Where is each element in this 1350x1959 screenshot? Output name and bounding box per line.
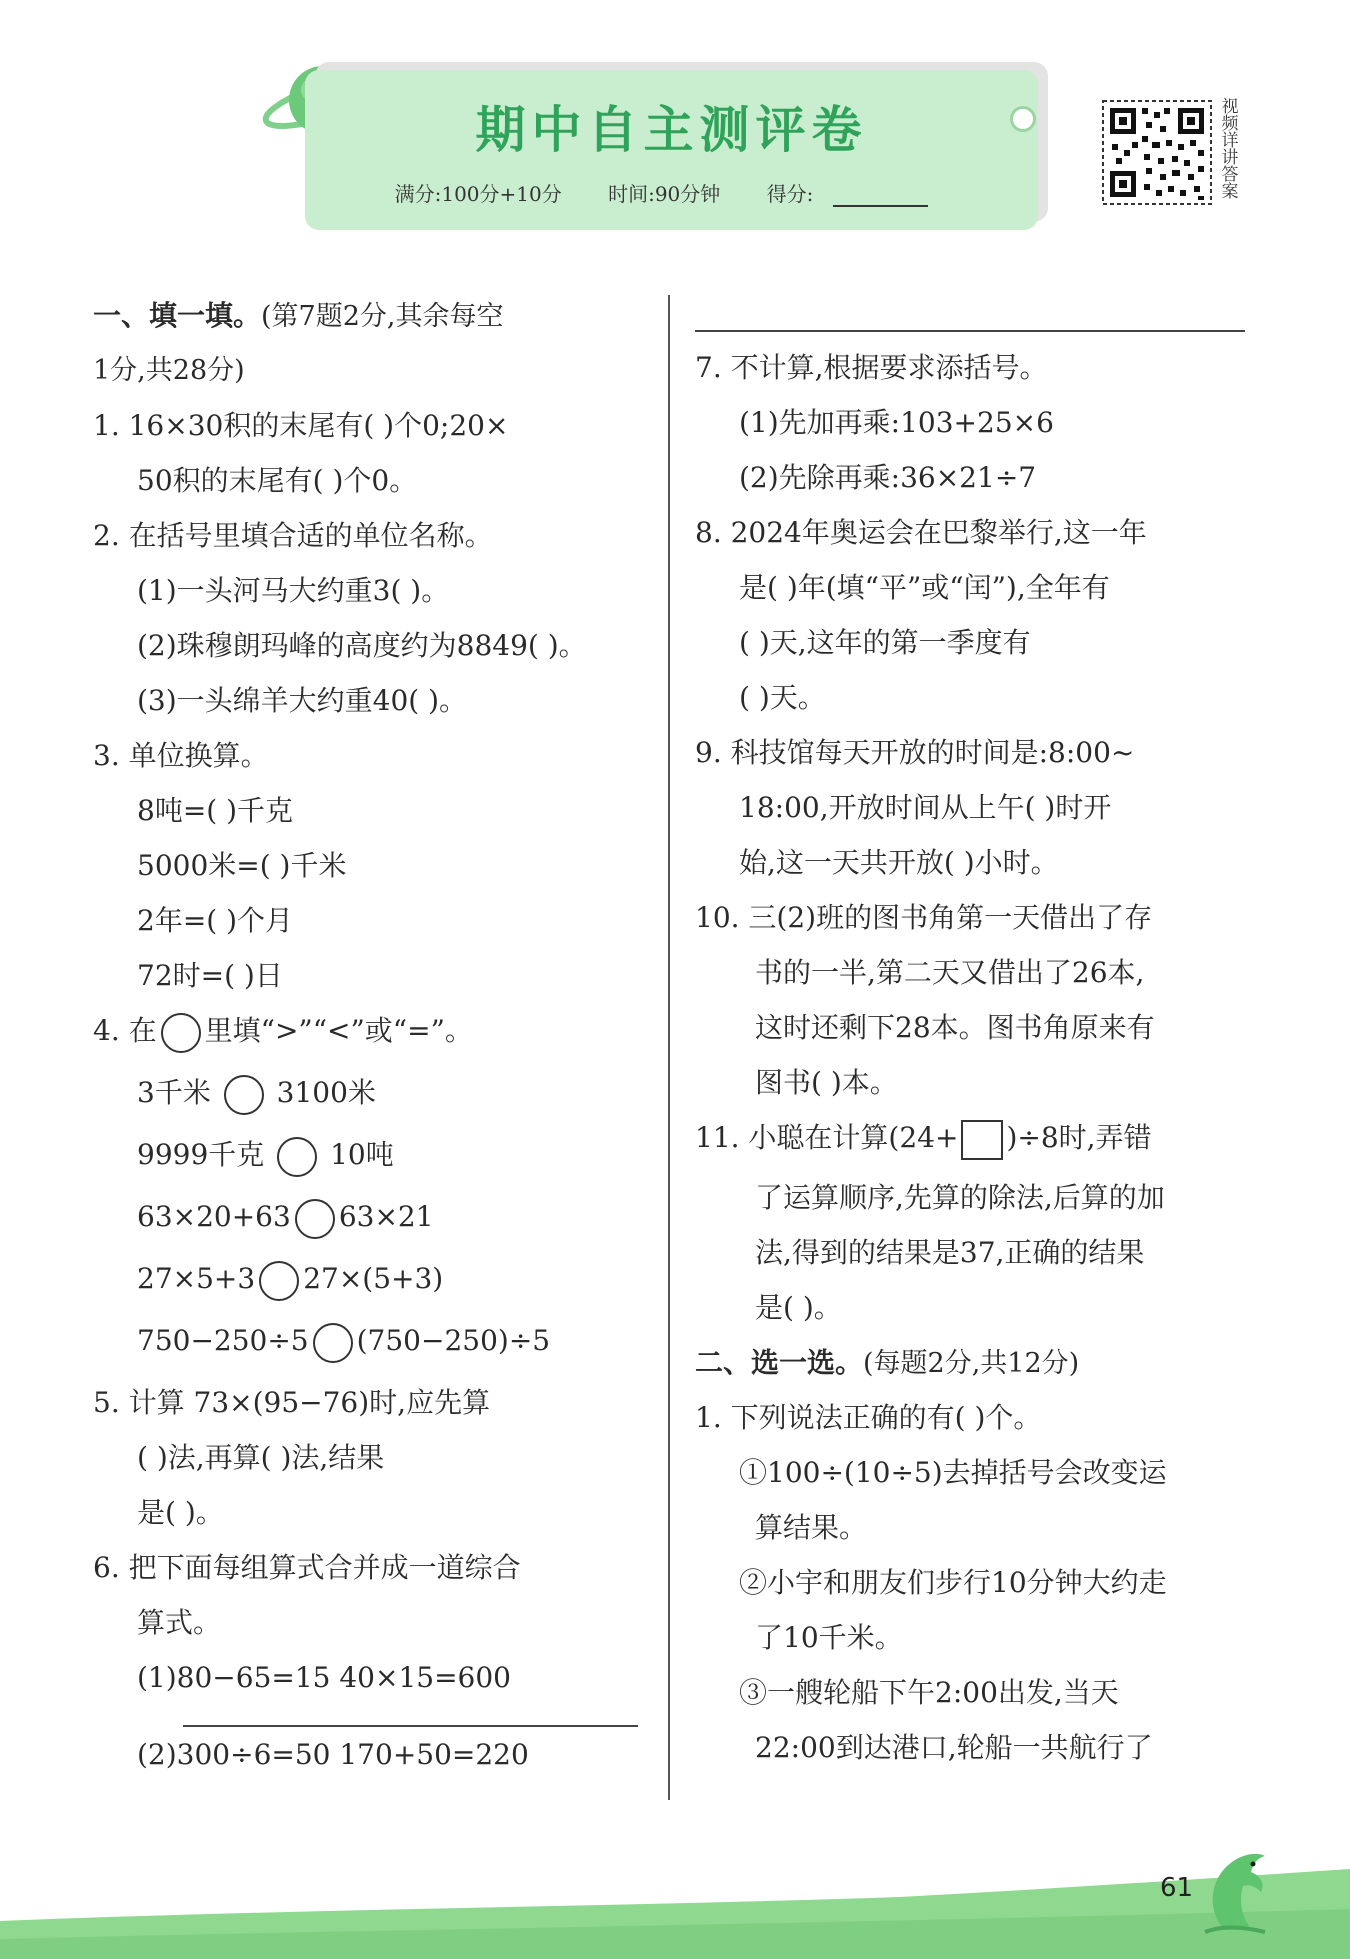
- compare-left: 750−250÷5: [137, 1324, 309, 1357]
- question-11c: 法,得到的结果是37,正确的结果: [755, 1236, 1145, 1269]
- dolphin-icon: [1195, 1840, 1275, 1940]
- question-3-4: 72时=( )日: [137, 959, 283, 992]
- compare-row-4: [93, 1251, 648, 1313]
- score-blank: [833, 187, 928, 207]
- question-7-1: (1)先加再乘:103+25×6: [739, 406, 1054, 439]
- question-4: [93, 1003, 648, 1065]
- compare-row-1: [93, 1065, 648, 1127]
- question-11b: 了运算顺序,先算的除法,后算的加: [755, 1181, 1165, 1214]
- question-3-3: 2年=( )个月: [137, 904, 294, 937]
- compare-right: 27×(5+3): [303, 1262, 444, 1295]
- question-10a: 10. 三(2)班的图书角第一天借出了存: [695, 901, 1153, 934]
- question-6-1: (1)80−65=15 40×15=600: [137, 1661, 511, 1694]
- question-8d: ( )天。: [739, 681, 826, 714]
- section1-heading: [93, 288, 648, 343]
- question-9a: 9. 科技馆每天开放的时间是:8:00~: [695, 736, 1135, 769]
- answer-box[interactable]: [961, 1120, 1003, 1160]
- answer-circle[interactable]: [224, 1075, 264, 1115]
- question-3: 3. 单位换算。: [93, 739, 269, 772]
- compare-right: 3100米: [276, 1076, 376, 1109]
- question-5a: 5. 计算 73×(95−76)时,应先算: [93, 1386, 491, 1419]
- compare-circle-icon: [161, 1013, 201, 1053]
- answer-circle[interactable]: [277, 1137, 317, 1177]
- question-1b: 50积的末尾有( )个0。: [137, 464, 418, 497]
- question-11-pre: 11. 小聪在计算(24+: [695, 1121, 959, 1154]
- page-number: 61: [1160, 1873, 1194, 1903]
- question-7: 7. 不计算,根据要求添括号。: [695, 351, 1048, 384]
- answer-circle[interactable]: [313, 1323, 353, 1363]
- question-8c: ( )天,这年的第一季度有: [739, 626, 1031, 659]
- compare-left: 63×20+63: [137, 1200, 291, 1233]
- compare-row-3: [93, 1189, 648, 1251]
- question-2-2: (2)珠穆朗玛峰的高度约为8849( )。: [137, 629, 587, 662]
- question-6-2: (2)300÷6=50 170+50=220: [137, 1738, 529, 1771]
- question-5b: ( )法,再算( )法,结果: [137, 1441, 385, 1474]
- column-divider: [668, 295, 670, 1800]
- compare-right: (750−250)÷5: [356, 1324, 551, 1357]
- compare-left: 3千米: [137, 1076, 211, 1109]
- question-11-post: )÷8时,弄错: [1006, 1121, 1152, 1154]
- qr-code-icon: [1102, 100, 1212, 205]
- question-1a: 1. 16×30积的末尾有( )个0;20×: [93, 409, 509, 442]
- question-6b: 算式。: [137, 1606, 222, 1639]
- question-4-post: 里填“>”“<”或“=”。: [204, 1014, 473, 1047]
- question-2-1: (1)一头河马大约重3( )。: [137, 574, 450, 607]
- qr-caption: 视频详讲答案: [1221, 97, 1239, 202]
- question-6a: 6. 把下面每组算式合并成一道综合: [93, 1551, 521, 1584]
- exam-meta: [305, 178, 1038, 207]
- s2-question-1: 1. 下列说法正确的有( )个。: [695, 1401, 1042, 1434]
- full-score: 满分:100分+10分: [394, 182, 562, 206]
- s2-question-1-2a: ②小宇和朋友们步行10分钟大约走: [739, 1566, 1167, 1599]
- question-3-1: 8吨=( )千克: [137, 794, 294, 827]
- right-column: [695, 288, 1255, 1775]
- question-4-pre: 4. 在: [93, 1014, 157, 1047]
- question-2: 2. 在括号里填合适的单位名称。: [93, 519, 493, 552]
- answer-circle[interactable]: [295, 1199, 335, 1239]
- question-9c: 始,这一天共开放( )小时。: [739, 846, 1059, 879]
- left-column: [93, 288, 648, 1782]
- compare-row-2: [93, 1127, 648, 1189]
- compare-right: 63×21: [338, 1200, 434, 1233]
- compare-left: 27×5+3: [137, 1262, 256, 1295]
- answer-line[interactable]: [695, 330, 1245, 332]
- question-9b: 18:00,开放时间从上午( )时开: [739, 791, 1112, 824]
- question-11a: [695, 1110, 1255, 1170]
- s2-question-1-3b: 22:00到达港口,轮船一共航行了: [755, 1731, 1153, 1764]
- score-label: 得分:: [766, 182, 814, 206]
- s2-question-1-1a: ①100÷(10÷5)去掉括号会改变运: [739, 1456, 1167, 1489]
- question-7-2: (2)先除再乘:36×21÷7: [739, 461, 1037, 494]
- page-title: 期中自主测评卷: [475, 101, 868, 159]
- exam-time: 时间:90分钟: [608, 182, 721, 206]
- question-8a: 8. 2024年奥运会在巴黎举行,这一年: [695, 516, 1147, 549]
- compare-right: 10吨: [330, 1138, 394, 1171]
- compare-left: 9999千克: [137, 1138, 265, 1171]
- score-field: [767, 182, 949, 206]
- question-10c: 这时还剩下28本。图书角原来有: [755, 1011, 1155, 1044]
- question-10b: 书的一半,第二天又借出了26本,: [755, 956, 1145, 989]
- question-10d: 图书( )本。: [755, 1066, 898, 1099]
- question-2-3: (3)一头绵羊大约重40( )。: [137, 684, 468, 717]
- s2-question-1-1b: 算结果。: [755, 1511, 868, 1544]
- section1-note: (第7题2分,其余每空: [261, 301, 504, 332]
- question-3-2: 5000米=( )千米: [137, 849, 347, 882]
- question-11d: 是( )。: [755, 1291, 842, 1324]
- s2-question-1-2b: 了10千米。: [755, 1621, 903, 1654]
- s2-question-1-3a: ③一艘轮船下午2:00出发,当天: [739, 1676, 1119, 1709]
- section2-heading: [695, 1335, 1255, 1390]
- section1-title: 一、填一填。: [93, 299, 262, 332]
- question-5c: 是( )。: [137, 1496, 224, 1529]
- section2-title: 二、选一选。: [695, 1346, 864, 1379]
- section1-note2: 1分,共28分): [93, 355, 245, 386]
- answer-circle[interactable]: [259, 1261, 299, 1301]
- footer-wave: [0, 1849, 1350, 1959]
- compare-row-5: [93, 1313, 648, 1375]
- question-8b: 是( )年(填“平”或“闰”),全年有: [739, 571, 1110, 604]
- section2-note: (每题2分,共12分): [863, 1348, 1080, 1379]
